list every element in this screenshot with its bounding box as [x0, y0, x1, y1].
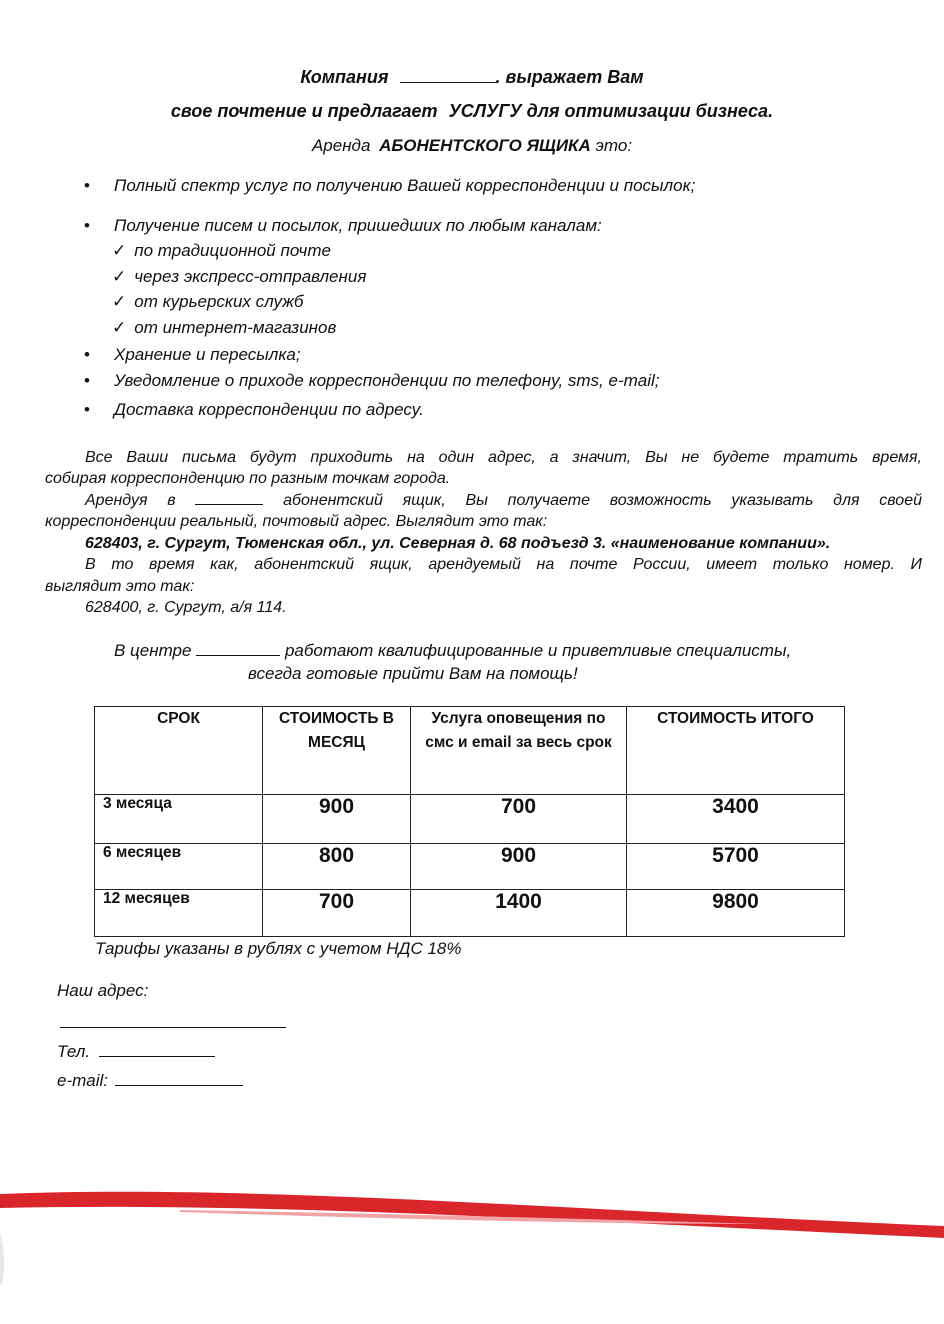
phone-line	[57, 1042, 215, 1062]
bullet-text: Хранение и пересылка;	[114, 345, 301, 364]
sub-item	[112, 318, 336, 338]
phone-label: Тел.	[57, 1042, 91, 1061]
rent-in-text: Арендуя в	[85, 492, 176, 509]
center-name-blank-2	[196, 655, 280, 656]
row-sms: 700	[411, 795, 627, 844]
address-label: Наш адрес:	[57, 981, 149, 1000]
bullet-dot-icon: •	[84, 371, 90, 390]
header-term: СРОК	[95, 707, 263, 795]
tariffs-table	[94, 706, 845, 937]
swoosh-main-stroke	[0, 1192, 944, 1238]
phone-blank	[99, 1056, 215, 1057]
sub-item	[112, 292, 303, 312]
sub-item-text: по традиционной почте	[134, 241, 331, 260]
bullet-text: Доставка корреспонденции по адресу.	[114, 400, 424, 419]
header-total-cost: СТОИМОСТЬ ИТОГО	[627, 707, 845, 795]
bullet-text: Уведомление о приходе корреспонденции по телефону, sms, e-mail;	[114, 371, 660, 390]
bullet-dot-icon: •	[84, 216, 90, 235]
sub-item	[112, 267, 366, 287]
checkmark-icon: ✓	[112, 267, 127, 286]
row-monthly: 700	[263, 890, 411, 937]
center-staff-line2: всегда готовые прийти Вам на помощь!	[248, 664, 578, 683]
table-header-row	[95, 707, 845, 795]
header-rent-word: Аренда	[311, 136, 371, 155]
bullet-dot-icon: •	[84, 176, 90, 195]
bullet-text: Получение писем и посылок, пришедших по любым каналам:	[114, 216, 602, 235]
center-staff-line1	[114, 641, 791, 661]
center-staff-text: работают квалифицированные и приветливые специалисты,	[284, 641, 792, 660]
header-line-1	[0, 67, 944, 88]
email-label: e-mail:	[57, 1071, 109, 1090]
tariff-note: Тарифы указаны в рублях с учетом НДС 18%	[95, 939, 462, 958]
paragraph-rent-line1	[45, 490, 922, 512]
row-total: 5700	[627, 844, 845, 890]
sub-item-text: от интернет-магазинов	[134, 318, 337, 337]
row-monthly: 900	[263, 795, 411, 844]
rent-rest-text: абонентский ящик, Вы получаете возможность указывать для своей	[283, 492, 922, 509]
center-name-blank	[195, 504, 263, 505]
row-term: 6 месяцев	[95, 844, 263, 890]
table-row	[95, 890, 845, 937]
paragraph-single-address-line1: Все Ваши письма будут приходить на один адрес, а значит, Вы не будете тратить время,	[85, 449, 922, 466]
row-sms: 1400	[411, 890, 627, 937]
bullet-dot-icon: •	[84, 400, 90, 419]
bullet-dot-icon: •	[84, 345, 90, 364]
row-total: 3400	[627, 795, 845, 844]
real-address: 628403, г. Сургут, Тюменская обл., ул. Северная д. 68 подъезд 3. «наименование компании».	[85, 535, 831, 552]
checkmark-icon: ✓	[112, 292, 127, 311]
swoosh-edge-shade	[0, 1232, 4, 1284]
sub-item-text: от курьерских служб	[134, 292, 304, 311]
row-term: 12 месяцев	[95, 890, 263, 937]
bullet-text: Полный спектр услуг по получению Вашей корреспонденции и посылок;	[114, 176, 696, 195]
header-sms-service: Услуга оповещения по смс и email за весь срок	[411, 707, 627, 795]
header-offer-text: свое почтение и предлагает	[170, 101, 438, 121]
row-monthly: 800	[263, 844, 411, 890]
company-label: Компания	[300, 67, 389, 87]
header-line-2	[0, 101, 944, 122]
sub-item	[112, 241, 331, 261]
paragraph-rent-line2: корреспонденции реальный, почтовый адрес. Выглядит это так:	[45, 513, 548, 530]
address-blank-line	[60, 1027, 286, 1028]
paragraph-pobox-line2: выглядит это так:	[45, 578, 195, 595]
table-row	[95, 795, 845, 844]
header-purpose-text: для оптимизации бизнеса.	[526, 101, 774, 121]
row-term: 3 месяца	[95, 795, 263, 844]
row-sms: 900	[411, 844, 627, 890]
email-line	[57, 1071, 243, 1091]
center-in-text: В центре	[114, 641, 192, 660]
header-is-word: это:	[595, 136, 633, 155]
paragraph-pobox-line1: В то время как, абонентский ящик, арендуемый на почте России, имеет только номер. И	[85, 556, 922, 573]
checkmark-icon: ✓	[112, 241, 127, 260]
header-service-word: УСЛУГУ	[448, 101, 522, 121]
table-row	[95, 844, 845, 890]
decorative-red-swoosh	[0, 1180, 944, 1290]
header-monthly-cost: СТОИМОСТЬ В МЕСЯЦ	[263, 707, 411, 795]
sub-item-text: через экспресс-отправления	[134, 267, 367, 286]
header-line-3	[0, 136, 944, 156]
company-name-blank	[400, 82, 496, 83]
pobox-address: 628400, г. Сургут, а/я 114.	[85, 599, 287, 616]
row-total: 9800	[627, 890, 845, 937]
checkmark-icon: ✓	[112, 318, 127, 337]
paragraph-single-address-line2: собирая корреспонденцию по разным точкам города.	[45, 470, 451, 487]
header-pobox-term: АБОНЕНТСКОГО ЯЩИКА	[379, 136, 591, 155]
email-blank	[115, 1085, 243, 1086]
greeting-text: . выражает Вам	[495, 67, 644, 87]
